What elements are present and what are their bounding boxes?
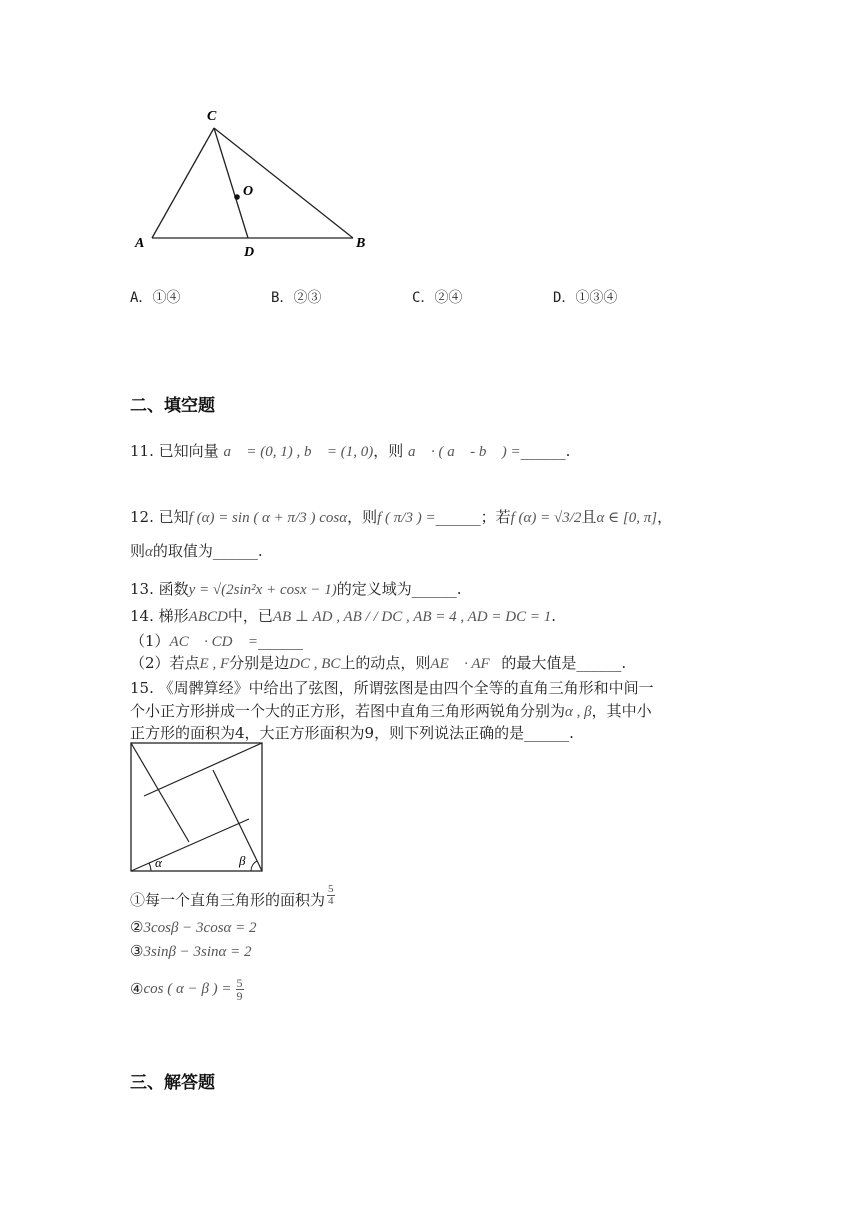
question-15-line2: 个小正方形拼成一个大的正方形，若图中直角三角形两锐角分别为α , β，其中小 (130, 702, 652, 720)
outer-square (131, 743, 262, 871)
q15-option-3: ③3sinβ − 3sinα = 2 (130, 942, 252, 960)
section-heading-fill-in: 二、填空题 (130, 396, 215, 416)
question-12-line2: 则α的取值为______. (130, 542, 263, 560)
choice-c: C．②④ (412, 290, 463, 306)
question-14-part2: （2）若点E , F分别是边DC , BC上的动点，则AE⃗ · AF⃗的最大值是______. (130, 654, 627, 672)
question-12: 12. 已知f (α) = sin ( α + π/3 ) cosα，则f ( π/3 ) =______；若f (α) = √3/2且α ∈ [0, π]， (130, 508, 673, 526)
hypotenuse-top (144, 743, 262, 796)
point-o (234, 194, 240, 200)
segment-ac (152, 128, 214, 238)
question-13: 13. 函数y = √(2sin²x + cosx − 1)的定义域为______. (130, 580, 462, 598)
label-o: O (243, 184, 254, 199)
beta-arc (251, 861, 257, 871)
label-d: D (244, 245, 255, 260)
label-a: A (135, 236, 145, 251)
segment-cb (214, 128, 353, 238)
question-15-line1: 15. 《周髀算经》中给出了弦图，所谓弦图是由四个全等的直角三角形和中间一 (130, 679, 654, 697)
question-11: 11. 已知向量 a⃗ = (0, 1) , b⃗ = (1, 0)，则 a⃗ · ( a⃗ - b⃗ ) =______. (130, 442, 571, 460)
alpha-arc (149, 863, 151, 871)
section-heading-solutions: 三、解答题 (130, 1073, 215, 1093)
hypotenuse-right (213, 770, 262, 871)
choice-d: D．①③④ (553, 290, 618, 306)
question-15-line3: 正方形的面积为4，大正方形面积为9，则下列说法正确的是______. (130, 724, 574, 742)
question-14: 14. 梯形ABCD中，已AB ⊥ AD , AB / / DC , AB = 4 , AD = DC = 1. (130, 607, 556, 625)
question-14-part1: （1）AC⃗ · CD⃗ =______ (130, 632, 304, 650)
label-c: C (207, 109, 217, 124)
segment-cd (214, 128, 248, 238)
hypotenuse-left (131, 743, 189, 842)
label-beta: β (239, 853, 246, 868)
label-b: B (356, 236, 366, 251)
q15-option-4: ④ cos ( α − β ) = $\frac{5}{9}$ (130, 975, 243, 1003)
choice-a: A．①④ (130, 290, 181, 306)
string-figure (129, 741, 265, 873)
choice-b: B．②③ (271, 290, 322, 306)
q15-option-1: ①每一个直角三角形的面积为 5 4 (130, 882, 334, 909)
triangle-figure (125, 100, 385, 265)
q15-option-2: ②3cosβ − 3cosα = 2 (130, 918, 257, 936)
label-alpha: α (155, 855, 162, 870)
